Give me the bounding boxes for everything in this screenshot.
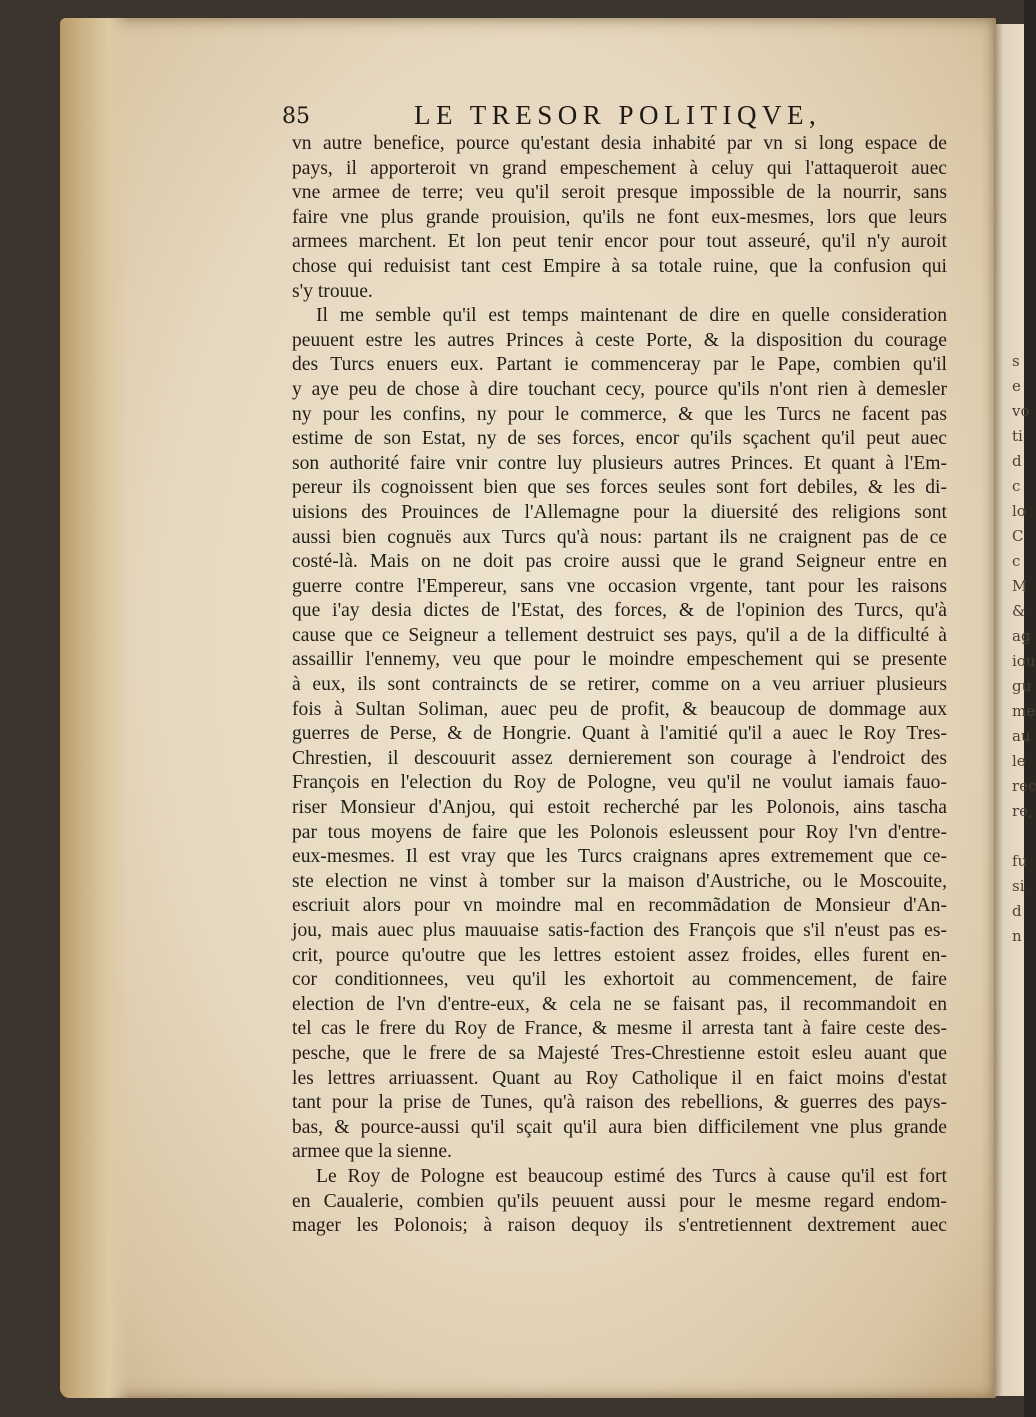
text-line: Chrestien, il descouurit assez dernierement son courage à l'endroict des: [292, 747, 947, 769]
adjacent-page-fragment: [994, 249, 1024, 274]
adjacent-page-fragment: fu: [1012, 852, 1028, 870]
text-line: costé-là. Mais on ne doit pas croire aussi que le grand Seigneur entre en: [292, 551, 947, 573]
text-line: aussi bien cognuës aux Turcs qu'à nous: partant ils ne craignent pas de ce: [292, 526, 947, 548]
text-line: armees marchent. Et lon peut tenir encor pour tout asseuré, qu'il n'y auroit: [292, 231, 947, 253]
text-line: bas, & pource-aussi qu'il sçait qu'il aura bien difficilement vne plus grande: [292, 1116, 947, 1138]
adjacent-page-fragment: [994, 299, 1024, 324]
adjacent-page-fragment: [994, 199, 1024, 224]
adjacent-page-edge: [994, 24, 1036, 1396]
adjacent-page-fragment: [994, 274, 1024, 299]
adjacent-page-fragment: C: [1012, 527, 1024, 545]
text-line: tant pour la prise de Tunes, qu'à raison des rebellions, & guerres des pays-: [292, 1092, 947, 1114]
text-line: cause que ce Seigneur a tellement destruict ses pays, qu'il a de la difficulté à: [292, 624, 947, 646]
text-line: François en l'election du Roy de Pologne, veu qu'il ne voulut iamais fauo-: [292, 772, 947, 794]
text-line: par tous moyens de faire que les Polonois esleussent pour Roy l'vn d'entre-: [292, 821, 947, 843]
text-line: armee que la sienne.: [292, 1141, 452, 1163]
adjacent-page-fragment: au: [1012, 727, 1031, 745]
text-line: fois à Sultan Soliman, auec peu de profit, & beaucoup de dommage aux: [292, 698, 947, 720]
text-line: assaillir l'ennemy, veu que pour le moindre empeschement qui se presente: [292, 649, 947, 671]
adjacent-page-fragment: &: [1012, 602, 1026, 620]
adjacent-page-fragment: c: [1012, 552, 1021, 570]
page-fore-edge: [60, 18, 130, 1398]
text-line: faire vne plus grande prouision, qu'ils ne font eux-mesmes, lors que leurs: [292, 206, 947, 228]
adjacent-page-fragment: gu: [1012, 677, 1032, 695]
text-line: vn autre benefice, pource qu'estant desia inhabité par vn si long espace de: [292, 133, 947, 154]
text-line: uisions des Prouinces de l'Allemagne pour la diuersité des religions sont: [292, 501, 947, 523]
adjacent-page-fragment: re,: [1012, 802, 1033, 820]
adjacent-page-fragment: vo: [1012, 402, 1030, 420]
text-line: chose qui reduisist tant cest Empire à sa totale ruine, que la confusion qui: [292, 255, 947, 277]
adjacent-page-fragment: [994, 149, 1024, 174]
text-line: les lettres arriuassent. Quant au Roy Catholique il en faict moins d'estat: [292, 1067, 947, 1089]
text-line: guerre contre l'Empereur, sans vne occasion vrgente, tant pour les raisons: [292, 575, 947, 597]
text-line: ny pour les confins, ny pour le commerce, & que les Turcs ne facent pas: [292, 403, 947, 425]
adjacent-page-fragment: d: [1012, 902, 1022, 920]
page-number: 85: [282, 104, 310, 129]
adjacent-page-fragment: [994, 224, 1024, 249]
text-line: Il me semble qu'il est temps maintenant de dire en quelle consideration: [316, 305, 947, 327]
adjacent-page-fragment: [994, 174, 1024, 199]
text-line: crit, pource qu'outre que les lettres estoient assez froides, elles furent en-: [292, 944, 947, 966]
adjacent-page-fragment: n: [1012, 927, 1022, 945]
text-line: estime de son Estat, ny de ses forces, encor qu'ils sçachent qu'il peut auec: [292, 428, 947, 450]
adjacent-page-fragment: d: [1012, 452, 1022, 470]
adjacent-page-fragment: s: [1012, 352, 1020, 370]
text-line: pesche, que le frere de sa Majesté Tres-Chrestienne estoit esleu auant que: [292, 1042, 947, 1064]
text-line: jou, mais auec plus mauuaise satis-faction des François que s'il n'eust pas es-: [292, 920, 947, 941]
adjacent-page-fragment: iou: [1012, 652, 1036, 670]
text-line: que i'ay desia dictes de l'Estat, des forces, & de l'opinion des Turcs, qu'à: [292, 600, 947, 622]
adjacent-page-fragment: [994, 49, 1024, 74]
adjacent-page-fragment: [994, 324, 1024, 349]
text-line: en Caualerie, combien qu'ils peuuent aussi pour le mesme regard endom-: [292, 1190, 947, 1212]
text-line: pays, il apporteroit vn grand empeschement à celuy qui l'attaqueroit auec: [292, 157, 947, 179]
text-line: des Turcs enuers eux. Partant ie commenceray par le Pape, combien qu'il: [292, 354, 947, 376]
text-line: Le Roy de Pologne est beaucoup estimé des Turcs à cause qu'il est fort: [316, 1165, 947, 1187]
adjacent-page-fragment: rec: [1012, 777, 1036, 795]
adjacent-page-fragment: si: [1012, 877, 1025, 895]
adjacent-page-fragment: [994, 99, 1024, 124]
adjacent-page-fragment: e: [1012, 377, 1021, 395]
text-line: tel cas le frere du Roy de France, & mesme il arresta tant à faire ceste des-: [292, 1018, 947, 1040]
text-line: riser Monsieur d'Anjou, qui estoit recherché par les Polonois, ains tascha: [292, 797, 947, 819]
text-line: pereur ils cognoissent bien que ses forces seules sont fort debiles, & les di-: [292, 477, 947, 499]
adjacent-page-fragment: M: [1012, 577, 1028, 595]
text-line: son authorité faire vnir contre luy plusieurs autres Princes. Et quant à l'Em-: [292, 452, 947, 474]
adjacent-page-fragment: le: [1012, 752, 1026, 770]
adjacent-page-fragment: [994, 124, 1024, 149]
adjacent-page-fragment: [994, 24, 1024, 49]
text-line: à eux, ils sont contraincts de se retirer, comme on a veu arriuer plusieurs: [292, 674, 947, 696]
text-line: cor conditionnees, veu qu'il les exhortoit au commencement, de faire: [292, 969, 947, 991]
text-line: ste election ne vinst à tomber sur la maison d'Austriche, ou le Moscouite,: [292, 870, 947, 892]
text-line: election de l'vn d'entre-eux, & cela ne se faisant pas, il recommandoit en: [292, 993, 947, 1015]
adjacent-page-fragment: ti: [1012, 427, 1023, 445]
text-line: eux-mesmes. Il est vray que les Turcs craignans apres extremement que ce-: [292, 846, 947, 868]
body-text: [292, 132, 947, 1239]
adjacent-page-fragment: lo: [1012, 502, 1026, 520]
running-title: LE TRESOR POLITIQVE,: [414, 100, 822, 130]
adjacent-page-fragment: me: [1012, 702, 1036, 720]
adjacent-page-fragment: [994, 824, 1024, 849]
text-line: guerres de Perse, & de Hongrie. Quant à l'amitié qu'il a auec le Roy Tres-: [292, 723, 947, 745]
text-line: peuuent estre les autres Princes à ceste Porte, & la disposition du courage: [292, 329, 947, 351]
text-line: vne armee de terre; veu qu'il seroit presque impossible de la nourrir, sans: [292, 182, 947, 204]
text-line: escriuit alors pour vn moindre mal en recommãdation de Monsieur d'An-: [292, 895, 947, 917]
adjacent-page-fragment: ag: [1012, 627, 1031, 645]
adjacent-page-fragment: [994, 74, 1024, 99]
text-line: s'y trouue.: [292, 280, 373, 302]
text-line: mager les Polonois; à raison dequoy ils s'entretiennent dextrement auec: [292, 1215, 947, 1237]
adjacent-page-fragment: c: [1012, 477, 1021, 495]
text-line: y aye peu de chose à dire touchant cecy, pource qu'ils n'ont rien à demesler: [292, 378, 947, 400]
